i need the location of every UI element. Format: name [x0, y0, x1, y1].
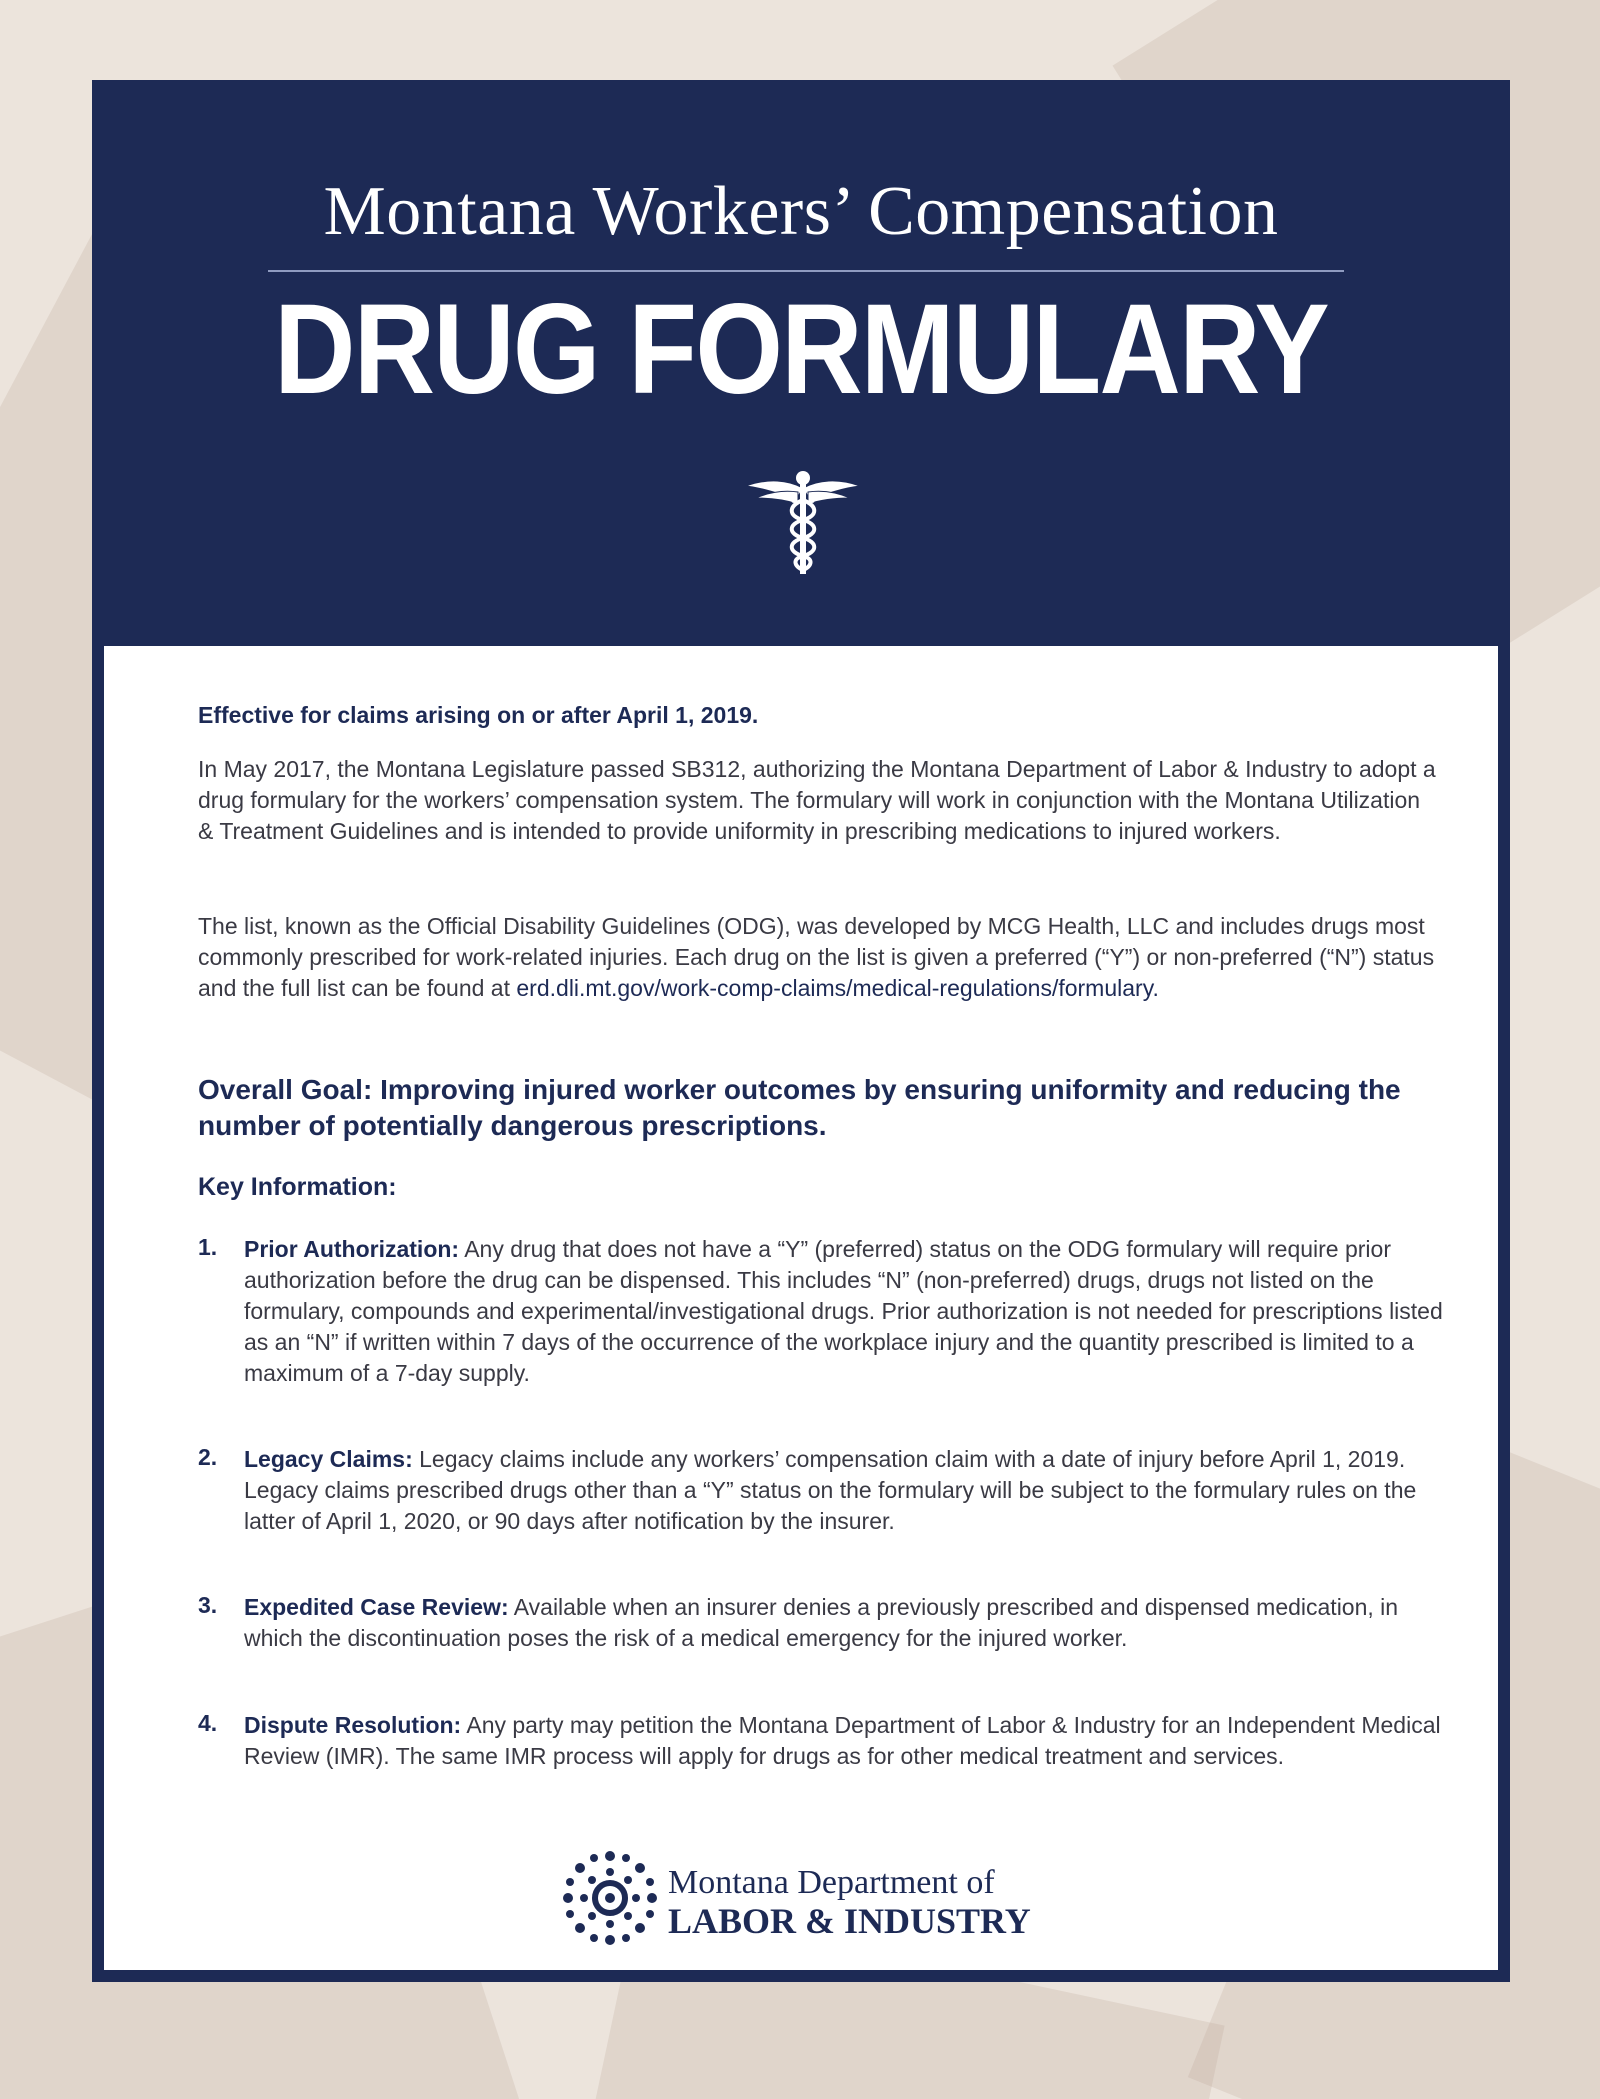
- key-item-text: Any party may petition the Montana Department of Labor & Industry for an Independent Medical Review (IMR). The same IMR process will apply for drugs as for other medical treatment and services.: [244, 1712, 1441, 1769]
- key-item-term: Dispute Resolution:: [244, 1712, 462, 1738]
- header-divider: [268, 270, 1344, 272]
- key-item-body: [244, 1444, 1444, 1537]
- intro-paragraph-2-text: The list, known as the Official Disability Guidelines (ODG), was developed by MCG Health, LLC and includes drugs most commonly prescribed for work-related injuries. Each drug on the list is given a preferred (“Y”) or non-preferred (“N”) status and the full list can be found at: [198, 913, 1435, 1001]
- gear-seal-icon: [562, 1850, 658, 1946]
- key-item-body: [244, 1710, 1444, 1772]
- key-information-heading: Key Information:: [198, 1173, 397, 1201]
- key-item-term: Legacy Claims:: [244, 1446, 413, 1472]
- poster: [92, 80, 1510, 1982]
- key-item-text: Available when an insurer denies a previously prescribed and dispensed medication, in which the discontinuation poses the risk of a medical emergency for the injured worker.: [244, 1594, 1399, 1651]
- key-item-number: 3.: [198, 1592, 218, 1618]
- key-item-text: Legacy claims include any workers’ compensation claim with a date of injury before April 1, 2019. Legacy claims prescribed drugs other than a “Y” status on the formulary will be subject to the formulary rules on the latter of April 1, 2020, or 90 days after notification by the insurer.: [244, 1446, 1417, 1534]
- key-item-number: 4.: [198, 1710, 218, 1736]
- page-subtitle: Montana Workers’ Compensation: [323, 173, 1279, 250]
- header-band: [92, 80, 1510, 646]
- logo-text-department: Montana Department of: [668, 1864, 995, 1901]
- key-item-body: [244, 1592, 1444, 1654]
- department-logo: [562, 1850, 1122, 1946]
- overall-goal: Overall Goal: Improving injured worker outcomes by ensuring uniformity and reducing the number of potentially dangerous prescriptions.: [198, 1074, 1401, 1141]
- key-item-text: Any drug that does not have a “Y” (preferred) status on the ODG formulary will require prior authorization before the drug can be dispensed. This includes “N” (non-preferred) drugs, drugs not listed on the formulary, compounds and experimental/investigational drugs. Prior authorization is not needed for prescriptions listed as an “N” if written within 7 days of the occurrence of the workplace injury and the quantity prescribed is limited to a maximum of a 7-day supply.: [244, 1236, 1443, 1386]
- key-item-term: Expedited Case Review:: [244, 1594, 509, 1620]
- logo-text-labor-industry: LABOR & INDUSTRY: [668, 1901, 1031, 1941]
- intro-paragraph-1: In May 2017, the Montana Legislature passed SB312, authorizing the Montana Department of Labor & Industry to adopt a drug formulary for the workers’ compensation system. The formulary will work in conjunction with the Montana Utilization & Treatment Guidelines and is intended to provide uniformity in prescribing medications to injured workers.: [198, 756, 1436, 844]
- key-item-number: 2.: [198, 1444, 218, 1470]
- key-item-number: 1.: [198, 1234, 218, 1260]
- content-panel: [104, 646, 1498, 1970]
- page-title: DRUG FORMULARY: [274, 278, 1328, 421]
- key-item-term: Prior Authorization:: [244, 1236, 460, 1262]
- formulary-link[interactable]: erd.dli.mt.gov/work-comp-claims/medical-regulations/formulary.: [516, 975, 1159, 1001]
- caduceus-icon: [744, 466, 862, 578]
- key-item-body: [244, 1234, 1444, 1389]
- effective-date-note: Effective for claims arising on or after April 1, 2019.: [198, 702, 759, 728]
- intro-paragraph-2: [198, 911, 1438, 1004]
